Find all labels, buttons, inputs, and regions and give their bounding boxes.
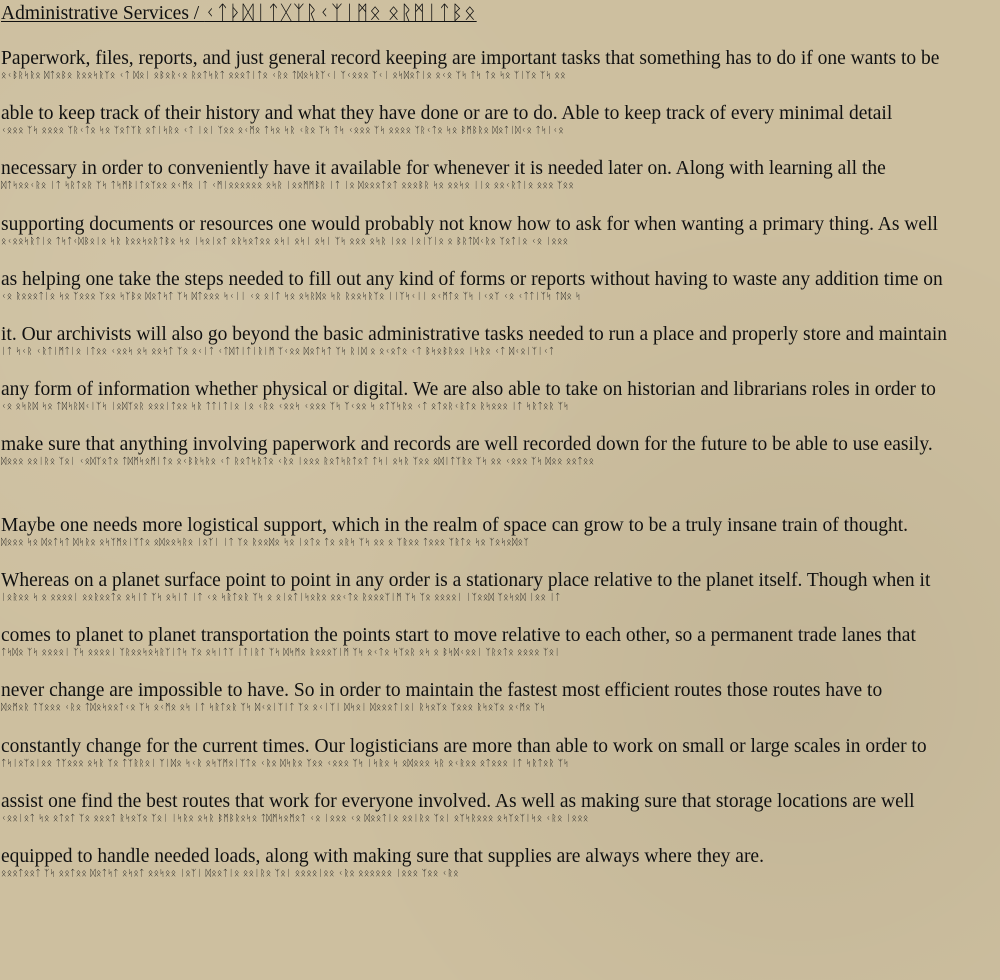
text-line-pair <box>1 515 999 550</box>
english-line: equipped to handle needed loads, along with making sure that supplies are always where they are. <box>1 845 764 867</box>
rune-transliteration: ᚲᛟᛟᛟ ᛉᛋ ᛟᛟᛟᛟ ᛉᚱᚲᛏᛟ ᛋᛟ ᛉᛟᛏᛉᚱ ᛟᛏᛁᛋᚱᛟ ᚲᛏ ᛁᛟᛁ ᛉᛟᛟ ᛟᚲᛗᛟ ᛏᛋᛟ ᛋᚱ ᚲᚱᛟ ᛉᛋ ᛏᛋ ᚲᛟᛟᛟ ᛉᛋ ᛟᛟᛟᛟ ᛉᚱᚲᛏᛟ ᛋᛟ ᛒᛗᛒᚱᛟ ᛞᛟᛏᛁᛞᚲᛟ ᛏᛋᛁᚲᛟ <box>1 126 564 137</box>
english-line: as helping one take the steps needed to fill out any kind of forms or reports without having to waste any addition time on <box>1 268 943 290</box>
rune-transliteration: ᛞᛟᛟᛟ ᛟᛟᛁᚱᛟ ᛉᛟᛁ ᚲᛟᛞᛉᛟᛏᛟ ᛏᛞᛗᛋᛟᛗᛁᛏᛟ ᛟᚲᛒᚱᛋᚱᛟ ᚲᛏ ᚱᛟᛏᛋᚱᛏᛟ ᚲᚱᛟ ᛁᛟᛟᛟ ᚱᛟᛏᛋᚱᛏᛟᛏ ᛏᛋᛁ ᛟᛋᚱ ᛉᛟᛟ ᛟᛞᛁᛏᛉᚱᛟ ᛉᛋ ᛟᛟ ᚲᛟᛟᛟ ᛉᛋ ᛞᛟᛟ ᛟᛟᛏᛟᛟ <box>1 457 595 468</box>
english-line: never change are impossible to have. So in order to maintain the fastest most efficient routes those routes have to <box>1 680 883 702</box>
rune-transliteration: ᛟᚲᛟᛟᛋᚱᛏᛁᛟ ᛏᛋᛏᚲᛞᛒᛟᛁᛟ ᛋᚱ ᚱᛟᛟᛋᛟᚱᛏᛒᛟ ᛋᛟ ᛁᛋᛟᛁᛟᛏ ᛟᚱᛋᛟᛏᛟᛟ ᛟᛋᛁ ᛟᛋᛁ ᛟᛋᛁ ᛉᛋ ᛟᛟᛟ ᛟᛋᚱ ᛁᛟᛟ ᛁᛟᛁᛉᛁᛟ ᛟ ᛒᚱᛏᛞᚲᚱᛟ ᛉᛟᛏᛁᛟ ᚲᛟ ᛁᛟᛟᛟ <box>1 236 569 247</box>
rune-transliteration: ᛟᚲᛒᚱᛋᚱᛟ ᛞᛏᛟᛒᛟ ᚱᛟᛟᛋᚱᛉᛟ ᚲᛏ ᛞᛟᛁ ᛟᛒᛟᚱᚲᛟ ᚱᛟᛏᛋᚱᛏ ᛟᛟᛟᛏᛁᛏᛟ ᚲᚱᛟ ᛏᛞᛟᛋᚱᛉᚲᛁ ᛉᚲᛟᛟᛟ ᛉᚲᛁ ᛟᛋᛞᛟᛏᛁᛟ ᛟᚲᛟ ᛉᛋ ᛏᛋ ᛏᛟ ᛋᛟ ᛉᛁᛉᛟ ᛉᛋ ᛟᛟ <box>1 71 566 81</box>
english-line: constantly change for the current times. Our logisticians are more than able to work on small or large scales in order to <box>1 735 927 757</box>
title-text: Administrative Services / <box>1 3 205 24</box>
english-line: any form of information whether physical or digital. We are also able to take on historian and librarians roles in order to <box>1 379 936 401</box>
english-line: necessary in order to conveniently have it available for whenever it is needed later on. Along with learning all the <box>1 158 886 180</box>
rune-transliteration: ᛁᛏ ᛋᚲᚱ ᚲᚱᛏᛁᛗᛏᛁᛟ ᛁᛏᛟᛟ ᚲᛟᛟᛋ ᛟᛋ ᛟᛟᛋᛏ ᛉᛟ ᛟᚲᛁᛏ ᚲᛏᛞᛏᛁᛏᛁᚱᛁᛗ ᛉᚲᛟᛟ ᛞᛟᛏᛋᛏ ᛉᛋ ᚱᛁᛞ ᛟ ᛟᚲᛟᛏᛟ ᚲᛏ ᛒᛋᛟᛒᚱᛟᛟ ᛁᛋᚱᛟ ᚲᛏ ᛞᚲᛟᛁᛉᛁᚲᛏ <box>1 346 555 357</box>
text-line-pair <box>1 625 999 660</box>
rune-transliteration: ᛞᛟᛟᛟ ᛋᛟ ᛞᛟᛏᛋᛏ ᛞᛋᚱᛟ ᛟᛋᛉᛗᛟᛁᛉᛏᛟ ᛟᛞᛟᛟᛋᚱᛟ ᛁᛟᛉᛁ ᛁᛏ ᛉᛟ ᚱᛟᛟᛞᛟ ᛋᛟ ᛁᛟᛏᛟ ᛏᛟ ᛟᚱᛋ ᛉᛋ ᛟᛟ ᛟ ᛉᚱᛟᛟ ᛏᛟᛟᛟ ᛉᚱᛏᛟ ᛋᛟ ᛉᛟᛋᛟᛞᛟᛉ <box>1 537 530 548</box>
text-line-pair <box>1 379 999 414</box>
paragraph <box>1 48 999 469</box>
rune-transliteration: ᛟᛟᛟᛏᛟᛟᛏ ᛉᛋ ᛟᛟᛏᛟᛟ ᛞᛟᛏᛋᛏ ᛟᛋᛟᛏ ᛟᛟᛋᛟᛟ ᛁᛟᛉᛁ ᛞᛟᛟᛏᛁᛟ ᛟᛟᛁᚱᛟ ᛉᛟᛁ ᛟᛟᛟᛟᛁᛟᛟ ᚲᚱᛟ ᛟᛟᛟᛟᛟᛟ ᛁᛟᛟᛟ ᛉᛟᛟ ᚲᚱᛟ <box>1 868 459 879</box>
rune-transliteration: ᛁᛟᚱᛟᛟ ᛋ ᛟ ᛟᛟᛟᛟᛁ ᛟᛟᚱᛟᛟᛏᛟ ᛟᛋᛁᛏ ᛉᛋ ᛟᛋᛁᛏ ᛁᛏ ᚲᛟ ᛋᚱᛏᛟᚱ ᛉᛋ ᛟ ᛟᛁᛟᛏᛁᛋᛟᚱᛟ ᛟᛟᚲᛏᛟ ᚱᛟᛟᛟᛉᛁᛗ ᛉᛋ ᛉᛟ ᛟᛟᛟᛟᛁ ᛁᛉᛟᛟᛞ ᛉᛟᛋᛟᛞ ᛁᛟᛟ ᛁᛏ <box>1 593 561 603</box>
text-line-pair <box>1 48 999 83</box>
text-line-pair <box>1 736 999 771</box>
text-line-pair <box>1 103 999 138</box>
text-line-pair <box>1 269 999 304</box>
english-line: comes to planet to planet transportation the points start to move relative to each other, so a permanent trade lanes that <box>1 625 916 647</box>
title-runes: ᚲᛏᚦᛞᛁᛏᚷᛉᚱᚲᛉᛁᛗᛟ ᛟᚱᛗᛁᛏᛒᛟ <box>204 3 477 24</box>
text-line-pair <box>1 680 999 715</box>
rune-transliteration: ᛞᛟᛗᛟᚱ ᛏᛉᛟᛟᛟ ᚲᚱᛟ ᛏᛞᛟᛋᛟᛟᛏᚲᛟ ᛉᛋ ᛟᚲᛗᛟ ᛟᛋ ᛁᛏ ᛋᚱᛏᛟᚱ ᛉᛋ ᛞᚲᛟᛁᛉᛁᛏ ᛉᛟ ᛟᚲᛁᛉᛁ ᛞᛋᛟᛁ ᛞᛟᛟᛟᛏᛁᛟᛁ ᚱᛋᛟᛉᛟ ᛉᛟᛟᛟ ᚱᛋᛟᛉᛟ ᛟᚲᛗᛟ ᛉᛋ <box>1 703 546 714</box>
english-line: make sure that anything involving paperwork and records are well recorded down for the future to be able to use easily. <box>1 434 933 456</box>
rune-transliteration: ᚲᛟᛟᛁᛟᛏ ᛋᛟ ᛟᛏᛟᛏ ᛉᛟ ᛟᛟᛟᛏ ᚱᛋᛟᛉᛟ ᛉᛟᛁ ᛁᛋᚱᛟ ᛟᛋᚱ ᛒᛗᛒᚱᛟᛋᛟ ᛏᛞᛗᛋᛟᛗᛟᛏ ᚲᛟ ᛁᛟᛟᛟ ᚲᛟ ᛞᛟᛟᛏᛁᛟ ᛟᛟᛁᚱᛟ ᛉᛟᛁ ᛟᛉᛋᚱᛟᛟᛟ ᛟᛋᛉᛟᛉᛁᛋᛟ ᚲᚱᛟ ᛁᛟᛟᛟ <box>1 813 589 824</box>
text-line-pair <box>1 846 999 881</box>
rune-transliteration: ᛞᛏᛋᛟᛟᚲᚱᛟ ᛁᛏ ᛋᚱᛏᛟᚱ ᛉᛋ ᛏᛋᛗᛒᛁᛏᛟᛉᛟᛟ ᛟᚲᛗᛟ ᛁᛏ ᚲᛗᛁᛟᛟᛟᛟᛟᛟ ᛟᛋᚱ ᛁᛟᛟᛗᛗᛒᚱ ᛁᛏ ᛁᛟ ᛞᛟᛟᛟᛏᛟᛏ ᛟᛟᛟᛒᚱ ᛋᛟ ᛟᛟᛋᛟ ᛁᛁᛟ ᛟᛟᚲᚱᛏᛁᛟ ᛟᛟᛟ ᛉᛟᛟ <box>1 181 575 192</box>
rune-transliteration: ᛏᛋᛞᛟ ᛉᛋ ᛟᛟᛟᛟᛁ ᛉᛋ ᛟᛟᛟᛟᛁ ᛉᚱᛟᛟᛋᛟᛋᚱᛉᛁᛏᛋ ᛉᛟ ᛟᛋᛁᛏᛉ ᛁᛏᛁᚱᛏ ᛉᛋ ᛞᛋᛗᛟ ᚱᛟᛟᛟᛉᛁᛗ ᛉᛋ ᛟᚲᛏᛟ ᛋᛉᛟᚱ ᛟᛋ ᛟ ᛒᛋᛞᚲᛟᛟᛁ ᛉᚱᛟᛏᛟ ᛟᛟᛟᛟ ᛉᛟᛁ <box>1 648 561 659</box>
english-line: supporting documents or resources one would probably not know how to ask for when wanting a primary thing. As well <box>1 213 938 235</box>
page-title <box>1 3 999 25</box>
document <box>1 3 999 881</box>
text-line-pair <box>1 434 999 469</box>
text-line-pair <box>1 570 999 605</box>
english-line: Maybe one needs more logistical support, which in the realm of space can grow to be a truly insane train of thought. <box>1 514 909 536</box>
english-line: Paperwork, files, reports, and just general record keeping are important tasks that something has to do if one wants to be <box>1 48 940 69</box>
english-line: it. Our archivists will also go beyond the basic administrative tasks needed to run a place and properly store and maintain <box>1 323 948 345</box>
rune-transliteration: ᚲᛟ ᚱᛟᛟᛟᛏᛁᛟ ᛋᛟ ᛉᛟᛟᛟ ᛉᛟᛟ ᛋᛉᛒᛟ ᛞᛟᛏᛋᛏ ᛉᛋ ᛞᛏᛟᛟᛟ ᛋᚲᛁᛁ ᚲᛟ ᛟᛁᛏ ᛋᛟ ᛟᛋᚱᛞᛟ ᛋᚱ ᚱᛟᛟᛋᚱᛉᛟ ᛁᛁᛉᛋᚲᛁᛁ ᛟᚲᛗᛏᛟ ᛉᛋ ᛁᚲᛟᛉ ᚲᛟ ᚲᛏᛏᛁᛉᛋ ᛏᛞᛟ ᛋ <box>1 291 582 302</box>
rune-transliteration: ᚲᛟ ᛟᛋᚱᛞ ᛋᛟ ᛏᛞᛋᚱᛞᚲᛁᛉᛋ ᛁᛟᛞᛉᛟᚱ ᛟᛟᛟᛁᛏᛟᛟ ᛋᚱ ᛏᛏᛁᛏᛁᛟ ᛁᛟ ᚲᚱᛟ ᚲᛟᛟᛋ ᚲᛟᛟᛟ ᛉᛋ ᛉᚲᛟᛟ ᛋ ᛟᛏᛉᛋᚱᛟ ᚲᛏ ᛟᛏᛟᚱᚲᚱᛏᛟ ᚱᛋᛟᛟᛟ ᛁᛏ ᛋᚱᛏᛟᚱ ᛉᛋ <box>1 402 569 413</box>
rune-transliteration: ᛏᛋᛁᛟᛉᛟᛁᛟᛟ ᛏᛉᛟᛟᛟ ᛟᛋᚱ ᛉᛟ ᛏᛉᚱᚱᛟᛁ ᛉᛁᛞᛟ ᛋᚲᚱ ᛟᛋᛉᛗᛟᛁᛉᛏᛟ ᚲᚱᛟ ᛞᛋᚱᛟ ᛉᛟᛟ ᚲᛟᛟᛟ ᛉᛋ ᛁᛋᚱᛟ ᛋ ᛟᛞᛟᛟᛟ ᛋᚱ ᛟᚲᚱᛟᛟ ᛟᛏᛟᛟᛟ ᛁᛏ ᛋᚱᛏᛟᚱ ᛉᛋ <box>1 758 569 769</box>
text-line-pair <box>1 791 999 826</box>
english-line: Whereas on a planet surface point to point in any order is a stationary place relative to the planet itself. Though when it <box>1 570 931 591</box>
text-line-pair <box>1 158 999 193</box>
english-line: assist one find the best routes that work for everyone involved. As well as making sure that storage locations are well <box>1 790 915 812</box>
text-line-pair <box>1 214 999 249</box>
body-text <box>1 48 999 881</box>
english-line: able to keep track of their history and what they have done or are to do. Able to keep track of every minimal detail <box>1 103 893 125</box>
text-line-pair <box>1 324 999 359</box>
paragraph <box>1 515 999 881</box>
